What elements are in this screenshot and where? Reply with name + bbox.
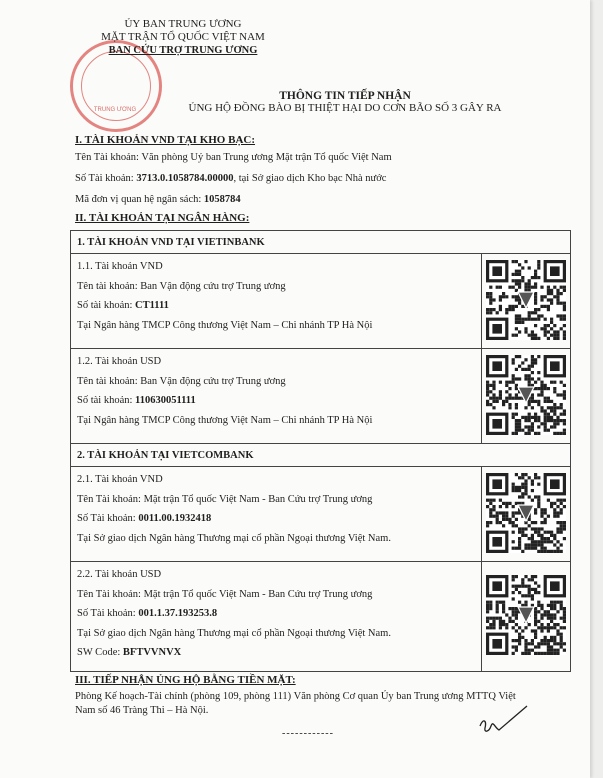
qr-code-icon — [486, 575, 566, 655]
title-line-2: ỦNG HỘ ĐỒNG BÀO BỊ THIỆT HẠI DO CƠN BÃO SỐ 3 GÂY RA — [188, 102, 502, 114]
treasury-account-number: Số Tài khoản: 3713.0.1058784.00000, tại Sở giao dịch Kho bạc Nhà nước — [75, 173, 387, 184]
vietcombank-heading: 2. TÀI KHOẢN TẠI VIETCOMBANK — [71, 444, 571, 467]
vietcombank-usd-account: 2.2. Tài khoản USD Tên Tài khoản: Mặt trận Tổ quốc Việt Nam - Ban Cứu trợ Trung ương Số Tài khoản: 001.1.37.193253.8 Tại Sở giao dịch Ngân hàng Thương mại cổ phần Ngoại thương Việt Nam. SW Code: BFTVVNVX — [71, 562, 482, 672]
qr-code-icon — [486, 260, 566, 340]
vietinbank-usd-account: 1.2. Tài khoản USD Tên tài khoản: Ban Vận động cứu trợ Trung ương Số tài khoản: 110630051111 Tại Ngân hàng TMCP Công thương Việt Nam – Chi nhánh TP Hà Nội — [71, 349, 482, 444]
vietinbank-vnd-account: 1.1. Tài khoản VND Tên tài khoản: Ban Vận động cứu trợ Trung ương Số tài khoản: CT1111 Tại Ngân hàng TMCP Công thương Việt Nam – Chi nhánh TP Hà Nội — [71, 254, 482, 349]
section-3-heading: III. TIẾP NHẬN ỦNG HỘ BẰNG TIỀN MẶT: — [75, 674, 296, 686]
vietinbank-heading: 1. TÀI KHOẢN VND TẠI VIETINBANK — [71, 231, 571, 254]
title-line-1: THÔNG TIN TIẾP NHẬN — [279, 90, 411, 102]
section-1-heading: I. TÀI KHOẢN VND TẠI KHO BẠC: — [75, 134, 256, 146]
cash-donation-address: Phòng Kế hoạch-Tài chính (phòng 109, phòng 111) Văn phòng Cơ quan Ủy ban Trung ương MTTQ Việt Nam số 46 Tràng Thi – Hà Nội. — [75, 691, 516, 716]
treasury-number-value: 3713.0.1058784.00000 — [136, 173, 234, 184]
seal-text: TRUNG ƯƠNG — [93, 107, 137, 113]
qr-code-icon — [486, 355, 566, 435]
budget-code-value: 1058784 — [203, 194, 241, 205]
budget-code: Mã đơn vị quan hệ ngân sách: 1058784 — [75, 194, 241, 205]
org-line-1: ỦY BAN TRUNG ƯƠNG — [124, 18, 242, 30]
qr-code-icon — [486, 473, 566, 553]
vietcombank-vnd-account: 2.1. Tài khoản VND Tên Tài khoản: Mặt trận Tổ quốc Việt Nam - Ban Cứu trợ Trung ương Số Tài khoản: 0011.00.1932418 Tại Sở giao dịch Ngân hàng Thương mại cổ phần Ngoại thương Việt Nam. — [71, 467, 482, 562]
closing-dashes: ------------ — [282, 728, 334, 739]
document-title — [110, 90, 580, 114]
org-line-3: BAN CỨU TRỢ TRUNG ƯƠNG — [108, 45, 258, 56]
issuing-organization — [78, 18, 288, 57]
section-2-heading: II. TÀI KHOẢN TẠI NGÂN HÀNG: — [75, 212, 250, 224]
org-line-2: MẶT TRẬN TỔ QUỐC VIỆT NAM — [101, 31, 265, 43]
bank-accounts-table — [70, 230, 571, 672]
treasury-account-name: Tên Tài khoản: Văn phòng Uỷ ban Trung ương Mặt trận Tổ quốc Việt Nam — [75, 152, 392, 163]
signature-scribble — [475, 698, 535, 738]
